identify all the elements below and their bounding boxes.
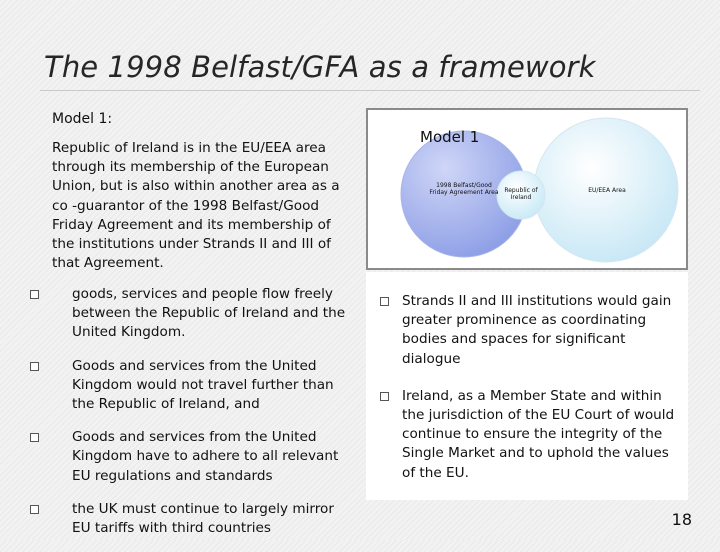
- list-item: [380, 292, 685, 369]
- right-bullet-list: [380, 292, 685, 501]
- bullet-text: Goods and services from the United Kingdom would not travel further than the Republic of Ireland, and: [72, 357, 334, 413]
- list-item: [28, 357, 346, 415]
- roi-label: Republic of Ireland: [504, 187, 538, 201]
- list-item: [28, 285, 346, 343]
- square-bullet-icon: [30, 505, 39, 514]
- bullet-text: Ireland, as a Member State and within the jurisdiction of the EU Court of would continue to ensure the integrity of the Single Market and to uphold the values of the EU.: [402, 387, 675, 481]
- page-number: 18: [671, 510, 692, 529]
- diagram-title: Model 1: [420, 128, 480, 146]
- square-bullet-icon: [380, 297, 389, 306]
- list-item: [28, 500, 346, 538]
- title-divider: [40, 90, 700, 91]
- bullet-text: goods, services and people flow freely between the Republic of Ireland and the United Kingdom.: [72, 286, 346, 341]
- square-bullet-icon: [30, 290, 39, 299]
- venn-diagram: [368, 110, 686, 268]
- left-bullet-list: [28, 285, 346, 552]
- model-label: Model 1:: [52, 111, 113, 127]
- bullet-text: Goods and services from the United Kingdom have to adhere to all relevant EU regulations and standards: [72, 429, 339, 484]
- slide-title: The 1998 Belfast/GFA as a framework: [44, 50, 596, 84]
- bullet-text: Strands II and III institutions would gain greater prominence as coordinating bodies and spaces for significant dialogue: [402, 293, 672, 367]
- eu-eea-label: EU/EEA Area: [588, 187, 626, 194]
- bullet-text: the UK must continue to largely mirror EU tariffs with third countries: [72, 500, 334, 537]
- model-diagram: [366, 108, 688, 270]
- list-item: [380, 387, 685, 483]
- square-bullet-icon: [380, 392, 389, 401]
- gfa-area-label: 1998 Belfast/Good Friday Agreement Area: [429, 182, 499, 196]
- intro-paragraph: Republic of Ireland is in the EU/EEA area through its membership of the European Union, but is also within another area as a co -guarantor of the 1998 Belfast/Good Friday Agreement and its membership of the institutions under Strands II and III of that Agreement.: [52, 140, 340, 272]
- square-bullet-icon: [30, 362, 39, 371]
- square-bullet-icon: [30, 433, 39, 442]
- list-item: [28, 428, 346, 486]
